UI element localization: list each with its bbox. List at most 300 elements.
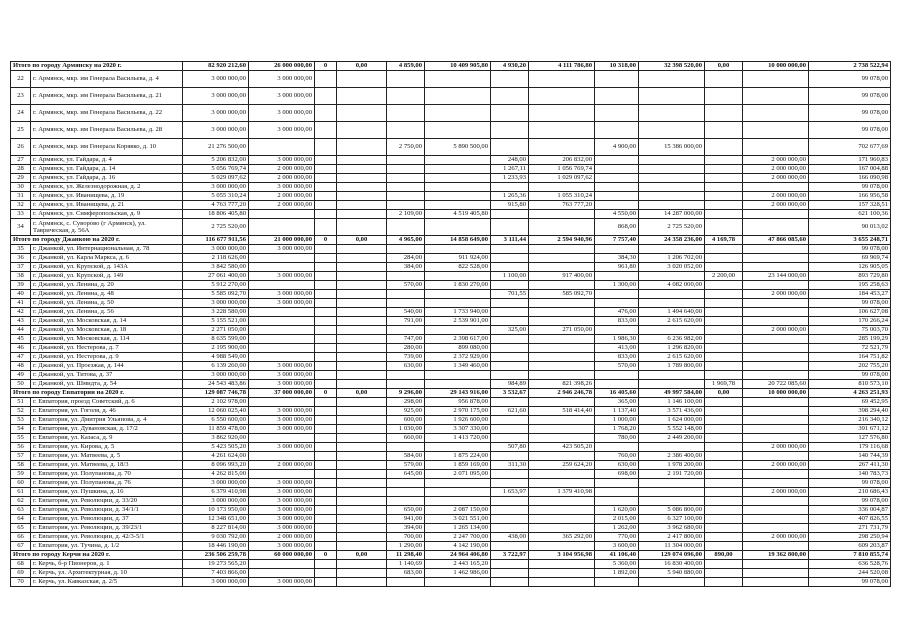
value-cell: 3 020 052,00: [639, 263, 705, 272]
value-cell: [743, 122, 809, 139]
value-cell: [743, 452, 809, 461]
row-number: 32: [11, 201, 31, 210]
value-cell: 4 519 405,80: [425, 210, 491, 219]
value-cell: [529, 245, 595, 254]
value-cell: 1 624 000,00: [639, 416, 705, 425]
value-cell: 984,89: [491, 380, 529, 389]
value-cell: 3 000 000,00: [249, 71, 315, 88]
value-cell: [387, 192, 425, 201]
value-cell: [337, 254, 387, 263]
value-cell: 195 258,63: [809, 281, 891, 290]
value-cell: 2 200,00: [705, 272, 743, 281]
value-cell: [315, 470, 337, 479]
value-cell: [425, 290, 491, 299]
value-cell: 1 768,20: [595, 425, 639, 434]
value-cell: 5 940 880,00: [639, 569, 705, 578]
value-cell: 0,00: [705, 389, 743, 398]
value-cell: [337, 452, 387, 461]
value-cell: 507,80: [491, 443, 529, 452]
value-cell: 2 071 095,00: [425, 470, 491, 479]
value-cell: [315, 497, 337, 506]
value-cell: [743, 183, 809, 192]
row-number: 64: [11, 515, 31, 524]
table-row: [11, 326, 891, 335]
value-cell: [425, 122, 491, 139]
value-cell: 16 405,60: [595, 389, 639, 398]
table-row: [11, 254, 891, 263]
value-cell: [743, 362, 809, 371]
value-cell: 3 000 000,00: [249, 105, 315, 122]
value-cell: [491, 308, 529, 317]
value-cell: 5 423 505,20: [183, 443, 249, 452]
value-cell: 248,00: [491, 156, 529, 165]
table-row: [11, 263, 891, 272]
table-row: [11, 156, 891, 165]
value-cell: [705, 210, 743, 219]
value-cell: 3 000 000,00: [183, 371, 249, 380]
value-cell: 14 287 000,00: [639, 210, 705, 219]
value-cell: [529, 254, 595, 263]
value-cell: 69 969,74: [809, 254, 891, 263]
value-cell: 0,00: [705, 62, 743, 71]
value-cell: [315, 542, 337, 551]
value-cell: [705, 88, 743, 105]
address-cell: г. Армянск, мкр. им Генерала Васильева, д. 28: [31, 122, 183, 139]
value-cell: 10 318,00: [595, 62, 639, 71]
value-cell: [705, 578, 743, 587]
table-row: [11, 105, 891, 122]
value-cell: 24 543 483,86: [183, 380, 249, 389]
value-cell: 1 462 986,00: [425, 569, 491, 578]
table-row: [11, 452, 891, 461]
value-cell: 394,00: [387, 524, 425, 533]
value-cell: [315, 425, 337, 434]
row-number: 33: [11, 210, 31, 219]
value-cell: 890,00: [705, 551, 743, 560]
address-cell: г. Армянск, с. Суворово (г Армянск), ул. Таврическая, д. 56А: [31, 219, 183, 236]
value-cell: 206 832,00: [529, 156, 595, 165]
value-cell: 917 400,00: [529, 272, 595, 281]
value-cell: [315, 156, 337, 165]
value-cell: [743, 254, 809, 263]
value-cell: 4 965,00: [387, 236, 425, 245]
value-cell: 3 000 000,00: [249, 299, 315, 308]
value-cell: [337, 201, 387, 210]
value-cell: [387, 290, 425, 299]
value-cell: 72 521,79: [809, 344, 891, 353]
value-cell: [315, 488, 337, 497]
value-cell: [639, 290, 705, 299]
value-cell: [529, 88, 595, 105]
value-cell: [387, 371, 425, 380]
value-cell: 23 144 000,00: [743, 272, 809, 281]
value-cell: 3 000 000,00: [183, 88, 249, 105]
register-table: [10, 61, 891, 587]
value-cell: [743, 353, 809, 362]
value-cell: 32 398 520,00: [639, 62, 705, 71]
total-row: [11, 389, 891, 398]
value-cell: 4 900,00: [595, 139, 639, 156]
value-cell: 3 000 000,00: [249, 488, 315, 497]
value-cell: [425, 443, 491, 452]
value-cell: [491, 335, 529, 344]
value-cell: 19 362 800,00: [743, 551, 809, 560]
table-row: [11, 290, 891, 299]
value-cell: 311,30: [491, 461, 529, 470]
value-cell: [425, 105, 491, 122]
value-cell: [743, 219, 809, 236]
value-cell: [425, 156, 491, 165]
value-cell: 2 000 000,00: [249, 165, 315, 174]
value-cell: 2 000 000,00: [743, 201, 809, 210]
value-cell: [529, 362, 595, 371]
value-cell: [425, 479, 491, 488]
value-cell: 518 414,40: [529, 407, 595, 416]
value-cell: [315, 398, 337, 407]
row-number: 51: [11, 398, 31, 407]
value-cell: [529, 524, 595, 533]
value-cell: 99 078,00: [809, 479, 891, 488]
row-number: 60: [11, 479, 31, 488]
row-number: 36: [11, 254, 31, 263]
row-number: 48: [11, 362, 31, 371]
value-cell: 636 528,76: [809, 560, 891, 569]
value-cell: [491, 524, 529, 533]
value-cell: [249, 210, 315, 219]
value-cell: 20 722 085,60: [743, 380, 809, 389]
value-cell: 2 000 000,00: [249, 533, 315, 542]
value-cell: [705, 407, 743, 416]
value-cell: 49 997 584,00: [639, 389, 705, 398]
value-cell: [315, 407, 337, 416]
value-cell: 1 926 600,00: [425, 416, 491, 425]
value-cell: [337, 344, 387, 353]
value-cell: 0: [315, 551, 337, 560]
value-cell: 47 866 085,60: [743, 236, 809, 245]
value-cell: [337, 290, 387, 299]
value-cell: [337, 569, 387, 578]
value-cell: [743, 210, 809, 219]
value-cell: [337, 263, 387, 272]
value-cell: 702 677,69: [809, 139, 891, 156]
value-cell: [337, 434, 387, 443]
value-cell: [595, 290, 639, 299]
value-cell: 2 271 050,00: [183, 326, 249, 335]
value-cell: 1 349 460,00: [425, 362, 491, 371]
value-cell: 2 247 700,00: [425, 533, 491, 542]
value-cell: [425, 497, 491, 506]
value-cell: 2 946 246,78: [529, 389, 595, 398]
value-cell: [425, 272, 491, 281]
value-cell: 941,00: [387, 515, 425, 524]
value-cell: [491, 578, 529, 587]
value-cell: 164 751,82: [809, 353, 891, 362]
row-number: 52: [11, 407, 31, 416]
value-cell: [705, 299, 743, 308]
value-cell: [595, 326, 639, 335]
value-cell: 5 206 832,00: [183, 156, 249, 165]
value-cell: [705, 254, 743, 263]
value-cell: [315, 219, 337, 236]
value-cell: 99 078,00: [809, 183, 891, 192]
value-cell: [315, 281, 337, 290]
value-cell: 391 671,12: [809, 425, 891, 434]
value-cell: [491, 344, 529, 353]
value-cell: [249, 353, 315, 362]
value-cell: 1 146 100,00: [639, 398, 705, 407]
value-cell: [315, 183, 337, 192]
table-row: [11, 139, 891, 156]
value-cell: [387, 326, 425, 335]
value-cell: [743, 425, 809, 434]
value-cell: 630,00: [595, 461, 639, 470]
value-cell: [337, 425, 387, 434]
value-cell: 99 078,00: [809, 71, 891, 88]
value-cell: [529, 219, 595, 236]
value-cell: [595, 443, 639, 452]
value-cell: 2 372 929,00: [425, 353, 491, 362]
table-row: [11, 398, 891, 407]
value-cell: 3 962 680,00: [639, 524, 705, 533]
value-cell: [249, 560, 315, 569]
address-cell: г. Керчь, ул. Кавказская, д. 2/5: [31, 578, 183, 587]
value-cell: 2 738 522,94: [809, 62, 891, 71]
value-cell: [529, 344, 595, 353]
value-cell: 3 000 000,00: [249, 506, 315, 515]
value-cell: [491, 479, 529, 488]
value-cell: 99 078,00: [809, 578, 891, 587]
row-number: 38: [11, 272, 31, 281]
value-cell: [249, 254, 315, 263]
value-cell: [425, 326, 491, 335]
value-cell: 3 000 000,00: [249, 497, 315, 506]
value-cell: [315, 452, 337, 461]
address-cell: г. Джанкой, ул. Ленина, д. 20: [31, 281, 183, 290]
value-cell: [337, 461, 387, 470]
value-cell: [491, 263, 529, 272]
value-cell: [705, 326, 743, 335]
value-cell: [743, 335, 809, 344]
value-cell: [595, 156, 639, 165]
row-number: 46: [11, 344, 31, 353]
address-cell: г. Евпатория, ул. Полупанова, д. 76: [31, 479, 183, 488]
value-cell: 4 169,78: [705, 236, 743, 245]
value-cell: [249, 308, 315, 317]
value-cell: [743, 434, 809, 443]
value-cell: 621 100,36: [809, 210, 891, 219]
value-cell: 2 000 000,00: [743, 290, 809, 299]
value-cell: 3 228 580,00: [183, 308, 249, 317]
value-cell: [425, 88, 491, 105]
value-cell: [529, 335, 595, 344]
row-number: 68: [11, 560, 31, 569]
value-cell: [529, 210, 595, 219]
row-number: 55: [11, 434, 31, 443]
value-cell: [337, 192, 387, 201]
value-cell: [425, 174, 491, 183]
value-cell: [315, 122, 337, 139]
value-cell: [315, 272, 337, 281]
table-row: [11, 560, 891, 569]
value-cell: [315, 461, 337, 470]
value-cell: 99 078,00: [809, 371, 891, 380]
row-number: 25: [11, 122, 31, 139]
value-cell: [705, 479, 743, 488]
value-cell: [529, 281, 595, 290]
value-cell: 915,80: [491, 201, 529, 210]
value-cell: 184 453,27: [809, 290, 891, 299]
value-cell: [529, 515, 595, 524]
value-cell: 127 576,80: [809, 434, 891, 443]
value-cell: 630,00: [387, 362, 425, 371]
value-cell: 3 000 000,00: [249, 362, 315, 371]
value-cell: [387, 443, 425, 452]
value-cell: 1 413 720,00: [425, 434, 491, 443]
value-cell: 2 000 000,00: [743, 461, 809, 470]
value-cell: 833,00: [595, 317, 639, 326]
address-cell: г. Евпатория, проезд Советский, д. 6: [31, 398, 183, 407]
value-cell: [491, 183, 529, 192]
address-cell: г. Евпатория, ул. Революции, д. 39/23/1: [31, 524, 183, 533]
value-cell: 3 000 000,00: [183, 497, 249, 506]
value-cell: [743, 542, 809, 551]
table-row: [11, 281, 891, 290]
value-cell: [249, 335, 315, 344]
value-cell: 6 379 410,98: [183, 488, 249, 497]
value-cell: [705, 245, 743, 254]
row-number: 44: [11, 326, 31, 335]
row-number: 70: [11, 578, 31, 587]
value-cell: 2 398 617,00: [425, 335, 491, 344]
value-cell: 2 000 000,00: [743, 443, 809, 452]
value-cell: [249, 398, 315, 407]
value-cell: 2 750,00: [387, 139, 425, 156]
value-cell: 1 986,30: [595, 335, 639, 344]
value-cell: [315, 434, 337, 443]
value-cell: 26 000 000,00: [249, 62, 315, 71]
value-cell: 438,00: [491, 533, 529, 542]
total-row: [11, 551, 891, 560]
value-cell: 570,00: [387, 281, 425, 290]
value-cell: [491, 281, 529, 290]
value-cell: 7 757,40: [595, 236, 639, 245]
value-cell: 423 505,20: [529, 443, 595, 452]
value-cell: 171 960,83: [809, 156, 891, 165]
address-cell: г. Армянск, ул. Симферопольская, д. 9: [31, 210, 183, 219]
address-cell: г. Керчь, ул. Архитектурная, д. 10: [31, 569, 183, 578]
value-cell: [529, 398, 595, 407]
value-cell: 325,00: [491, 326, 529, 335]
value-cell: [743, 470, 809, 479]
value-cell: 2 000 000,00: [743, 533, 809, 542]
address-cell: г. Джанкой, ул. Нестерова, д. 7: [31, 344, 183, 353]
value-cell: [425, 371, 491, 380]
value-cell: 3 000 000,00: [249, 371, 315, 380]
value-cell: [315, 105, 337, 122]
address-cell: г. Джанкой, ул. Интернациональная, д. 78: [31, 245, 183, 254]
value-cell: [595, 245, 639, 254]
address-cell: г. Евпатория, ул. Кирова, д. 5: [31, 443, 183, 452]
value-cell: [705, 569, 743, 578]
value-cell: [491, 105, 529, 122]
table-row: [11, 434, 891, 443]
value-cell: 27 061 400,00: [183, 272, 249, 281]
value-cell: 16 830 400,00: [639, 560, 705, 569]
value-cell: 271 050,00: [529, 326, 595, 335]
value-cell: [425, 299, 491, 308]
value-cell: 698,00: [595, 470, 639, 479]
value-cell: 3 000 000,00: [183, 299, 249, 308]
value-cell: 3 000 000,00: [249, 443, 315, 452]
value-cell: [337, 299, 387, 308]
value-cell: [529, 183, 595, 192]
value-cell: [387, 245, 425, 254]
address-cell: г. Джанкой, ул. Шмидта, д. 54: [31, 380, 183, 389]
table-row: [11, 524, 891, 533]
value-cell: [595, 488, 639, 497]
value-cell: 336 004,87: [809, 506, 891, 515]
value-cell: 75 003,70: [809, 326, 891, 335]
address-cell: г. Евпатория, ул. Матвеева, д. 5: [31, 452, 183, 461]
value-cell: [337, 165, 387, 174]
value-cell: 2 000 000,00: [743, 488, 809, 497]
value-cell: [425, 71, 491, 88]
value-cell: 99 078,00: [809, 122, 891, 139]
value-cell: [595, 183, 639, 192]
value-cell: [705, 434, 743, 443]
value-cell: [337, 506, 387, 515]
table-row: [11, 344, 891, 353]
value-cell: [337, 71, 387, 88]
value-cell: [705, 105, 743, 122]
value-cell: 3 000 000,00: [249, 272, 315, 281]
value-cell: [639, 245, 705, 254]
value-cell: 3 571 436,00: [639, 407, 705, 416]
value-cell: 780,00: [595, 434, 639, 443]
value-cell: [491, 434, 529, 443]
row-number: 23: [11, 88, 31, 105]
value-cell: 12 348 651,00: [183, 515, 249, 524]
row-number: 53: [11, 416, 31, 425]
value-cell: [387, 174, 425, 183]
value-cell: 398 294,40: [809, 407, 891, 416]
address-cell: г. Джанкой, ул. Московская, д. 114: [31, 335, 183, 344]
value-cell: [491, 254, 529, 263]
value-cell: [491, 497, 529, 506]
value-cell: [387, 380, 425, 389]
row-number: 35: [11, 245, 31, 254]
table-row: [11, 362, 891, 371]
value-cell: [387, 156, 425, 165]
value-cell: 126 905,05: [809, 263, 891, 272]
value-cell: [529, 317, 595, 326]
table-row: [11, 192, 891, 201]
address-cell: г. Армянск, мкр. им Генерала Корявко, д. 10: [31, 139, 183, 156]
value-cell: [705, 156, 743, 165]
table-row: [11, 461, 891, 470]
value-cell: 1 233,93: [491, 174, 529, 183]
address-cell: г. Евпатория, ул. Революции, д. 33/20: [31, 497, 183, 506]
row-number: 39: [11, 281, 31, 290]
value-cell: 60 000 000,00: [249, 551, 315, 560]
value-cell: [315, 371, 337, 380]
value-cell: [491, 299, 529, 308]
value-cell: 3 600,00: [595, 542, 639, 551]
value-cell: [639, 201, 705, 210]
table-row: [11, 353, 891, 362]
row-number: 54: [11, 425, 31, 434]
value-cell: 925,00: [387, 407, 425, 416]
